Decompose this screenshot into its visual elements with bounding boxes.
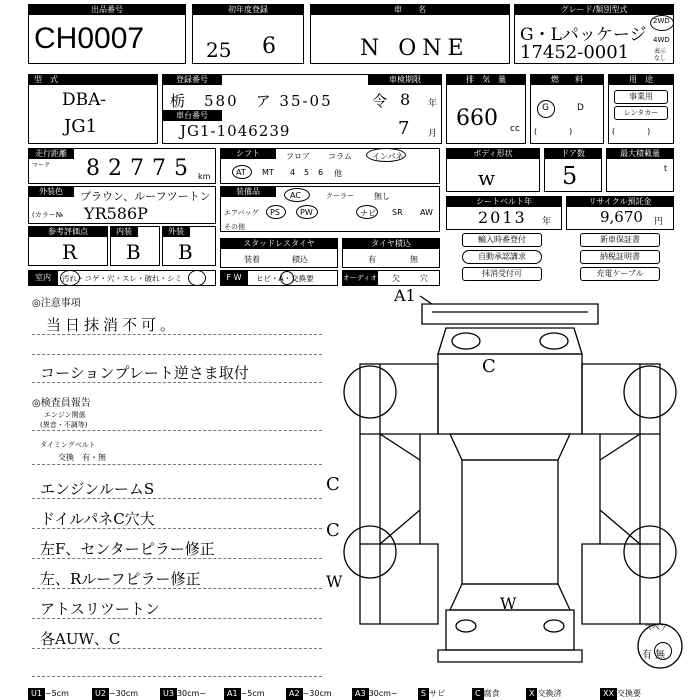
- exterior-score-value: B: [178, 240, 193, 264]
- interior-defects-text: 汚れ・コゲ・穴・スレ・破れ・シミ: [62, 274, 182, 283]
- interior-defects-label: 室内: [28, 270, 58, 286]
- first-reg-label: 初年度登録: [192, 4, 304, 15]
- report-rule-2: [32, 528, 322, 529]
- displacement-unit: cc: [510, 124, 520, 134]
- equip-sr: SR: [392, 208, 403, 217]
- doors-label: ドア数: [544, 148, 602, 159]
- timing-label: タイミングベルト: [40, 441, 96, 449]
- engine-sub: (異音・不調等): [40, 421, 88, 429]
- fw-label: F W: [220, 270, 248, 286]
- reg-number-value: 栃 580 ア 35-05: [170, 92, 333, 110]
- interior-defect-circle-1: [60, 270, 80, 286]
- doc-cancel: 抹消受付可: [462, 267, 542, 281]
- displacement-label: 排 気 量: [446, 74, 526, 85]
- report-rule-6: [32, 648, 322, 649]
- shift-opt-5: 5: [304, 168, 310, 177]
- damage-mark-a1: A1: [394, 286, 416, 305]
- report-line-2: ドイルパネC穴大: [40, 510, 155, 528]
- first-reg-month: 6: [262, 34, 276, 59]
- seatbelt-value: 2013: [478, 208, 527, 227]
- reg-number-label: 登録番号: [162, 74, 222, 85]
- shift-opt-at: AT: [236, 168, 246, 177]
- report-line-5: アトスリツートン: [40, 600, 160, 618]
- drive-2wd: 2WD: [653, 17, 670, 25]
- shift-opt-column: コラム: [328, 152, 352, 161]
- inspection-year-unit: 年: [428, 99, 438, 109]
- caution-line-1: 当日抹消不可。: [46, 316, 180, 334]
- doc-tax-cert: 納税証明書: [580, 250, 660, 264]
- recycle-value: 9,670: [600, 208, 643, 226]
- interior-score-label: 内装: [110, 226, 138, 237]
- lot-number-label: 出品番号: [28, 4, 186, 15]
- report-line-4: 左、Rルーフピラー修正: [40, 570, 201, 588]
- report-rule-5: [32, 618, 322, 619]
- report-line-3: 左F、センターピラー修正: [40, 540, 215, 558]
- usage-commercial: 事業用: [614, 90, 668, 104]
- grade-label: グレード/類別型式: [514, 4, 674, 15]
- load-unit: t: [664, 164, 668, 173]
- ref-score-label: 参考評価点: [28, 226, 108, 237]
- report-rule-3: [32, 558, 322, 559]
- fw-text: ヒビ・A・交換要: [256, 274, 314, 283]
- equip-ps: PS: [270, 208, 280, 217]
- mileage-unit: km: [198, 172, 211, 181]
- legend-item: U2 ~30cm: [92, 688, 138, 700]
- shift-opt-4: 4: [290, 168, 296, 177]
- report-rule-1: [32, 498, 322, 499]
- engine-label: エンジン関係: [44, 411, 86, 419]
- legend-item: S サビ: [418, 688, 445, 700]
- caution-rule-3: [32, 382, 322, 383]
- body-value: w: [478, 166, 496, 190]
- interior-score-value: B: [126, 240, 141, 264]
- doors-value: 5: [562, 162, 578, 190]
- shift-opt-instpanel: インパネ: [372, 152, 404, 161]
- doc-charge-cable: 充電ケーブル: [580, 267, 660, 281]
- studless-label: スタッドレスタイヤ: [220, 238, 338, 249]
- mileage-mark: マーク: [32, 162, 51, 169]
- type-value-2: JG1: [64, 116, 98, 137]
- usage-rental: レンタカー: [614, 106, 668, 120]
- car-name-value: N ONE: [360, 36, 470, 61]
- type-label: 型 式: [28, 74, 158, 85]
- fuel-paren-1: ( ): [534, 127, 573, 136]
- mileage-label: 走行距離: [28, 148, 74, 159]
- timing-sub: 交換 有・無: [58, 453, 106, 462]
- mileage-value: 82775: [86, 156, 196, 181]
- recycle-unit: 円: [654, 217, 664, 227]
- equipment-label: 装備品: [220, 186, 276, 197]
- color-value: ブラウン、ルーフツートン: [80, 190, 211, 203]
- equip-pw: PW: [300, 208, 313, 217]
- report-rule-4: [32, 588, 322, 589]
- caution-rule-2: [32, 354, 322, 355]
- shift-label: シフト: [220, 148, 276, 159]
- equip-navi: ナビ: [360, 209, 376, 218]
- load-label: 最大積載量: [606, 148, 674, 159]
- inspection-era: 令: [372, 92, 388, 110]
- spare-options: 有 無: [642, 650, 666, 661]
- equip-ac: AC: [290, 191, 301, 200]
- fuel-g: G: [542, 103, 549, 113]
- damage-mark-c-left-rear: C: [326, 520, 340, 541]
- tire-load-no: 無: [410, 255, 418, 264]
- spare-label: スペア: [644, 623, 668, 632]
- equip-cooler: クーラー: [326, 192, 354, 200]
- legend-item: C 腐食: [472, 688, 500, 700]
- chassis-value: JG1-1046239: [180, 122, 291, 140]
- type-value-1: DBA-: [62, 90, 107, 110]
- inspection-month: 7: [398, 118, 410, 139]
- legend-item: A3 30cm~: [352, 688, 398, 700]
- seatbelt-unit: 年: [542, 217, 552, 227]
- legend-item: XX 交換要: [600, 688, 641, 700]
- exterior-score-label: 外装: [162, 226, 190, 237]
- studless-fitted: 装着: [244, 255, 260, 264]
- inspector-title: ◎検査員報告: [32, 398, 91, 409]
- car-damage-diagram: [320, 284, 700, 688]
- report-line-6: 各AUW、C: [40, 630, 121, 648]
- damage-mark-c-hood: C: [482, 356, 496, 377]
- damage-mark-w-left: W: [326, 572, 343, 591]
- doc-warranty: 新車保証書: [580, 233, 660, 247]
- equip-aw: AW: [420, 208, 433, 217]
- legend-item: X 交換済: [526, 688, 561, 700]
- tire-load-yes: 有: [368, 255, 376, 264]
- equip-airbag: エアバッグ: [224, 209, 259, 217]
- ref-score-value: R: [62, 240, 78, 264]
- doc-approval: 自動承認講求: [462, 250, 542, 264]
- fw-a-circle: [280, 271, 294, 285]
- equip-other-label: その他: [224, 223, 245, 231]
- equip-none: 無し: [374, 192, 390, 201]
- color-code-label: (カラー№: [32, 211, 64, 219]
- audio-hole: 穴: [420, 274, 428, 283]
- usage-label: 用 途: [608, 74, 674, 85]
- first-reg-year: 25: [206, 38, 232, 62]
- legend-item: U1 ~5cm: [28, 688, 69, 700]
- grade-value: G・Lパッケージ: [520, 25, 647, 45]
- inspection-label: 車検期限: [368, 74, 442, 85]
- chassis-label: 車台番号: [162, 110, 222, 121]
- inspection-month-unit: 月: [428, 129, 438, 139]
- engine-rule: [32, 430, 322, 431]
- seatbelt-label: シートベルト年: [446, 196, 562, 207]
- audio-label: オーディオ: [342, 270, 378, 286]
- car-name-label: 車 名: [310, 4, 510, 15]
- damage-mark-c-left-front: C: [326, 474, 340, 495]
- report-line-1: エンジンルームS: [40, 480, 155, 498]
- recycle-label: リサイクル預託金: [566, 196, 674, 207]
- report-rule-7: [32, 676, 322, 677]
- interior-defect-circle-2: [188, 270, 206, 286]
- drive-none: 表示なし: [654, 48, 667, 62]
- caution-title: ◎注意事項: [32, 298, 81, 309]
- color-code-value: YR586P: [84, 204, 148, 223]
- drive-4wd: 4WD: [653, 36, 670, 44]
- shift-opt-mt: MT: [262, 168, 274, 177]
- shift-opt-6: 6: [318, 168, 324, 177]
- legend-item: A1 ~5cm: [224, 688, 265, 700]
- shift-opt-other: 他: [334, 169, 342, 178]
- tire-load-label: タイヤ積込: [342, 238, 440, 249]
- model-code: 17452-0001: [520, 42, 630, 63]
- legend-item: U3 30cm~: [160, 688, 206, 700]
- damage-mark-w-rear: W: [500, 594, 517, 613]
- damage-legend: [28, 688, 700, 700]
- lot-number-value: CH0007: [34, 22, 145, 55]
- caution-rule-1: [32, 334, 322, 335]
- fuel-label: 燃 料: [530, 74, 604, 85]
- shift-opt-floor: フロア: [286, 152, 310, 161]
- usage-paren: ( ): [612, 127, 651, 136]
- studless-loaded: 積込: [292, 255, 308, 264]
- caution-line-2: コーションプレート逆さま取付: [40, 364, 249, 382]
- fuel-d: D: [577, 103, 584, 113]
- doc-import: 輸入時番登付: [462, 233, 542, 247]
- body-label: ボディ形状: [446, 148, 540, 159]
- spare-none-circle: [654, 642, 672, 660]
- audio-missing: 欠: [392, 274, 400, 283]
- inspection-year: 8: [400, 90, 411, 109]
- timing-rule: [32, 464, 322, 465]
- color-label: 外装色: [28, 186, 74, 197]
- legend-item: A2 ~30cm: [286, 688, 332, 700]
- displacement-value: 660: [456, 106, 498, 131]
